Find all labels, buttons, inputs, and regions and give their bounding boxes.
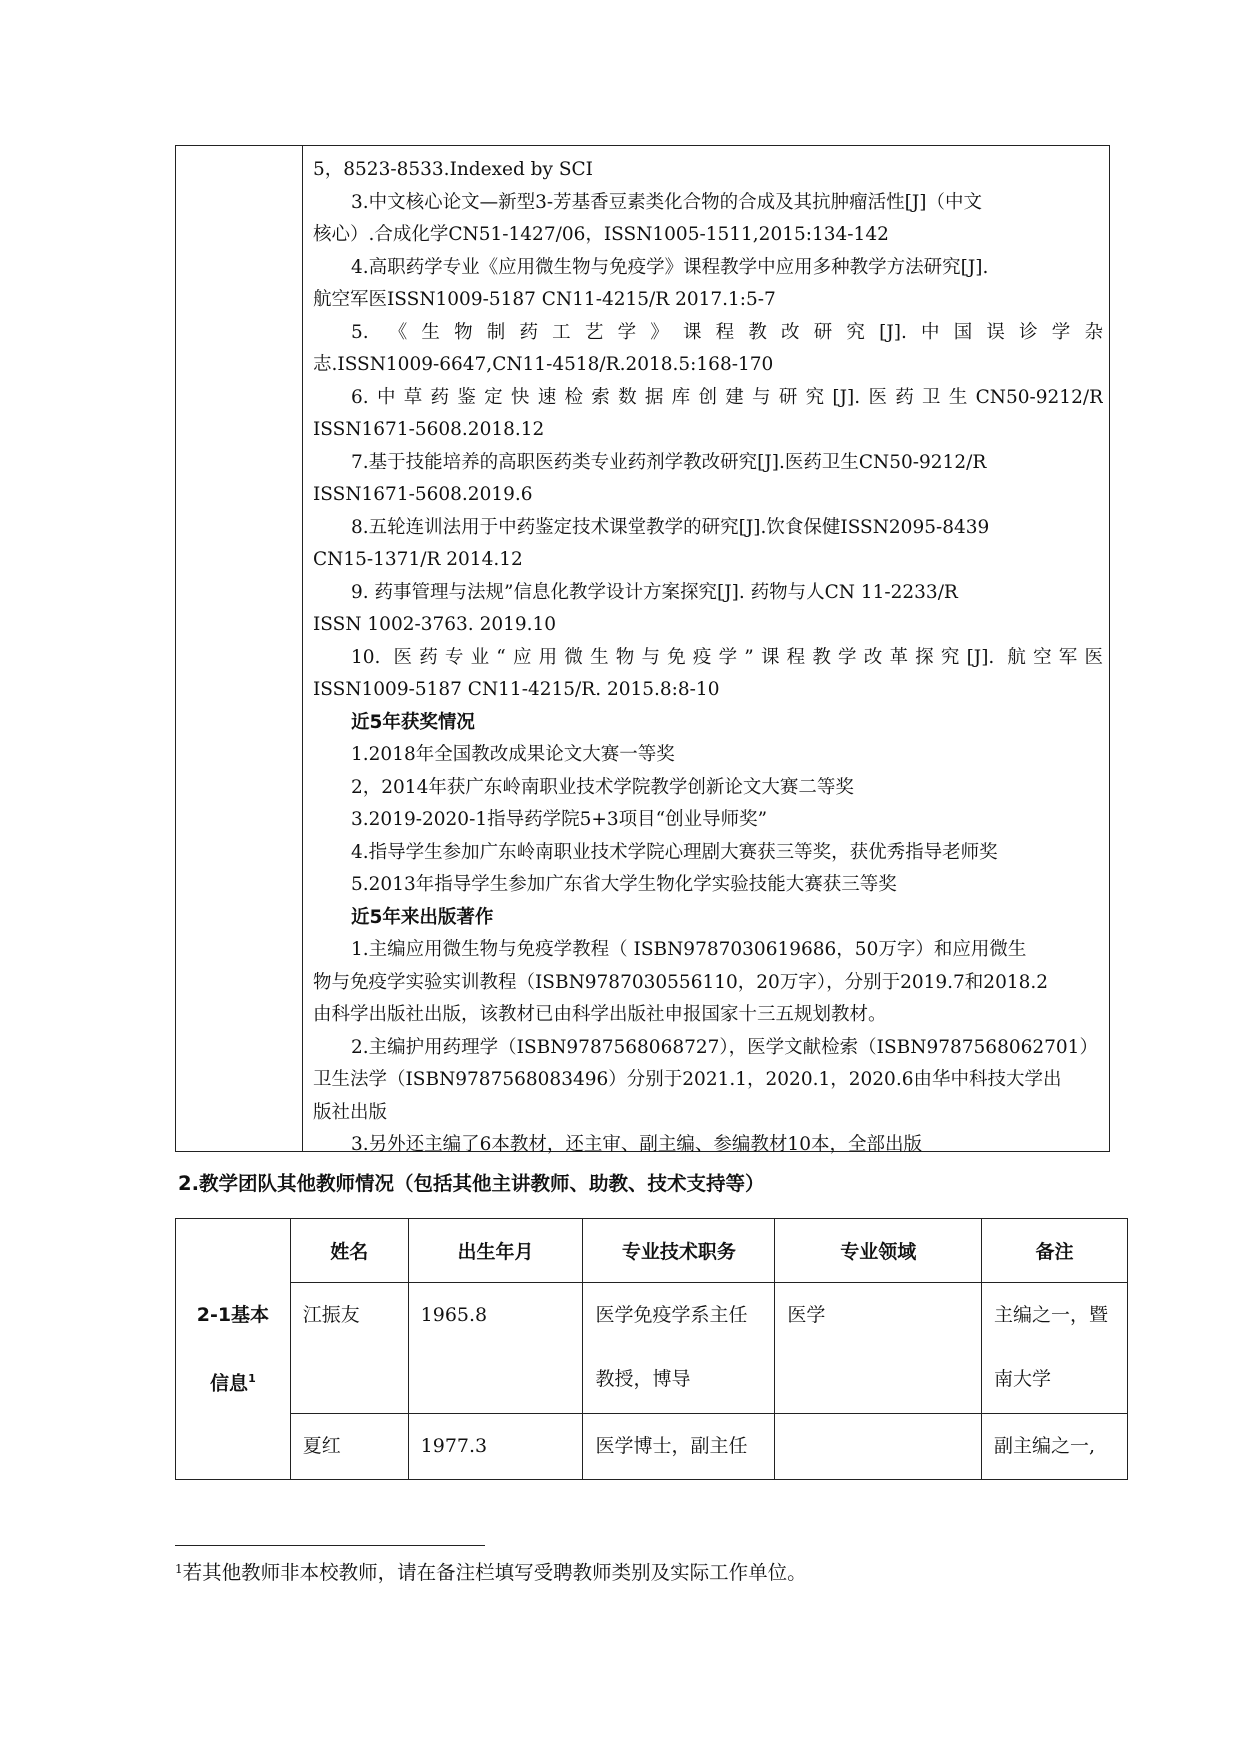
cell-name: 夏红 <box>290 1414 408 1480</box>
book-line: 2.主编护用药理学（ISBN9787568068727），医学文献检索（ISBN9787568062701） <box>351 1036 1098 1058</box>
pub-line: 10. 医药专业“应用微生物与免疫学”课程教学改革探究[J]. 航空军医 <box>351 646 1103 668</box>
header-note: 备注 <box>982 1219 1128 1283</box>
awards-title: 近5年获奖情况 <box>351 711 475 733</box>
header-title: 专业技术职务 <box>583 1219 775 1283</box>
book-line: 1.主编应用微生物与免疫学教程（ ISBN9787030619686，50万字）和应用微生 <box>351 939 1027 960</box>
pub-line: ISSN 1002-3763. 2019.10 <box>313 614 557 635</box>
pub-line: CN15-1371/R 2014.12 <box>313 549 523 570</box>
row-label-line2: 信息$^1$ <box>210 1372 256 1395</box>
cell-title: 医学免疫学系主任 教授，博导 <box>583 1283 775 1414</box>
book-line: 卫生法学（ISBN9787568083496）分别于2021.1，2020.1，2020.6由华中科技大学出 <box>313 1069 1062 1090</box>
cell-field <box>775 1414 982 1480</box>
table-row <box>176 1283 1128 1414</box>
header-name: 姓名 <box>290 1219 408 1283</box>
cell-field: 医学 <box>775 1283 982 1414</box>
footnote <box>175 1557 807 1585</box>
award-item: 4.指导学生参加广东岭南职业技术学院心理剧大赛获三等奖，获优秀指导老师奖 <box>351 841 998 863</box>
cell-title: 医学博士，副主任 <box>583 1414 775 1480</box>
footnote-rule <box>175 1545 485 1546</box>
book-line: 物与免疫学实验实训教程（ISBN9787030556110，20万字），分别于2019.7和2018.2 <box>313 971 1049 993</box>
award-item: 3.2019-2020-1指导药学院5+3项目“创业导师奖” <box>351 809 768 830</box>
pub-line: 志.ISSN1009-6647,CN11-4518/R.2018.5:168-170 <box>313 354 774 375</box>
row-label <box>176 1219 291 1480</box>
books-title: 近5年来出版著作 <box>351 906 494 928</box>
section-heading: 2.教学团队其他教师情况（包括其他主讲教师、助教、技术支持等） <box>178 1172 765 1195</box>
pub-line: 4.高职药学专业《应用微生物与免疫学》课程教学中应用多种教学方法研究[J]. <box>351 256 989 278</box>
pub-line: ISSN1671-5608.2018.12 <box>313 419 545 440</box>
award-item: 2，2014年获广东岭南职业技术学院教学创新论文大赛二等奖 <box>351 776 854 798</box>
pub-line: 6.中草药鉴定快速检索数据库创建与研究[J].医药卫生CN50-9212/R <box>351 386 1103 408</box>
footnote-text: 若其他教师非本校教师，请在备注栏填写受聘教师类别及实际工作单位。 <box>182 1561 807 1584</box>
award-item: 5.2013年指导学生参加广东省大学生物化学实验技能大赛获三等奖 <box>351 874 897 895</box>
award-item: 1.2018年全国教改成果论文大赛一等奖 <box>351 744 675 765</box>
header-birth: 出生年月 <box>408 1219 583 1283</box>
pub-line: 5，8523-8533.Indexed by SCI <box>313 159 593 180</box>
book-line: 由科学出版社出版，该教材已由科学出版社申报国家十三五规划教材。 <box>313 1004 887 1025</box>
footnote-ref: 1 <box>248 1372 256 1385</box>
cell-birth: 1965.8 <box>408 1283 583 1414</box>
pub-line: 核心）.合成化学CN51-1427/06，ISSN1005-1511,2015:134-142 <box>313 224 889 245</box>
footnote-marker: 1 <box>175 1562 183 1576</box>
cell-note: 主编之一，暨 南大学 <box>982 1283 1128 1414</box>
label-column <box>176 146 303 1151</box>
pub-line: ISSN1671-5608.2019.6 <box>313 484 533 505</box>
pub-line: 9. 药事管理与法规”信息化教学设计方案探究[J]. 药物与人CN 11-2233/R <box>351 581 958 603</box>
cell-birth: 1977.3 <box>408 1414 583 1480</box>
cell-name: 江振友 <box>290 1283 408 1414</box>
pub-line: 航空军医ISSN1009-5187 CN11-4215/R 2017.1:5-7 <box>313 289 776 310</box>
pub-line: 8.五轮连训法用于中药鉴定技术课堂教学的研究[J].饮食保健ISSN2095-8439 <box>351 516 990 538</box>
table-header-row <box>176 1219 1128 1283</box>
row-label-line1: 2-1基本 <box>196 1304 270 1326</box>
cell-note: 副主编之一, <box>982 1414 1128 1480</box>
pub-line: 7.基于技能培养的高职医药类专业药剂学教改研究[J].医药卫生CN50-9212/R <box>351 451 987 473</box>
publications-content <box>313 154 1103 1162</box>
team-info-table <box>175 1218 1128 1480</box>
pub-line: 3.中文核心论文—新型3-芳基香豆素类化合物的合成及其抗肿瘤活性[J]（中文 <box>351 191 983 213</box>
book-line: 3.另外还主编了6本教材，还主审、副主编、参编教材10本，全部出版 <box>351 1134 922 1155</box>
publications-table <box>175 145 1110 1155</box>
header-field: 专业领域 <box>775 1219 982 1283</box>
pub-line: ISSN1009-5187 CN11-4215/R. 2015.8:8-10 <box>313 679 720 700</box>
pub-line: 5. 《生物制药工艺学》课程教改研究[J].中国误诊学杂 <box>351 321 1103 343</box>
book-line: 版社出版 <box>313 1101 388 1123</box>
table-row <box>176 1414 1128 1480</box>
